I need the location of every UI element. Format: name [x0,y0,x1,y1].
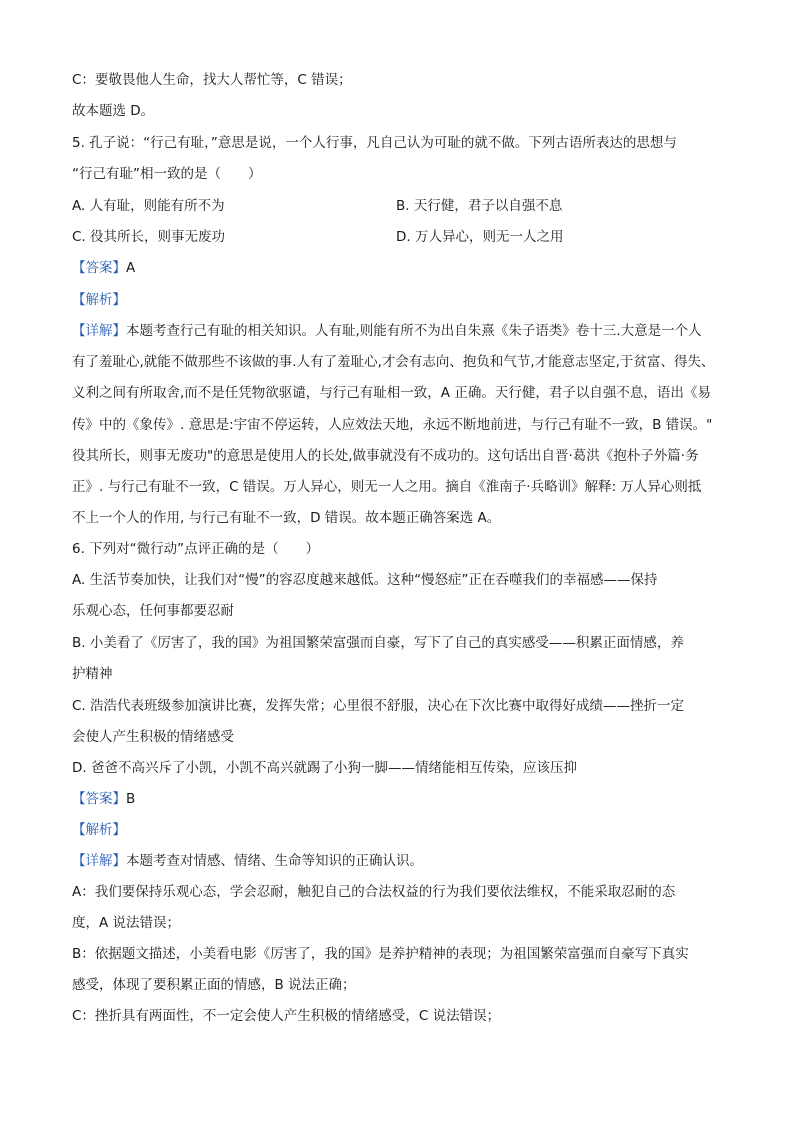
q6-option-a-cont: 乐观心态，任何事都要忍耐 [72,603,234,619]
q6-option-b-cont: 护精神 [72,666,113,682]
q6-detail-line: 感受，体现了要积累正面的情感，B 说法正确； [72,977,356,993]
answer-tag: 【答案】 [72,260,126,276]
q5-detail-line: 义利之间有所取舍,而不是任凭物欲驱谴，与行己有耻相一致，A 正确。天行健，君子以自强不息，语出《易 [72,385,711,401]
q6-option-a: A. 生活节奏加快，让我们对“慢”的容忍度越来越低。这种“慢怒症”正在吞噬我们的幸福感——保持 [72,572,658,588]
q6-detail-line: B：依据题文描述，小美看电影《厉害了，我的国》是养护精神的表现；为祖国繁荣富强而自豪写下真实 [72,946,689,962]
q5-detail-line [72,319,702,339]
q6-analysis-tag: 【解析】 [72,822,126,838]
q6-option-c: C. 浩浩代表班级参加演讲比赛，发挥失常；心里很不舒服，决心在下次比赛中取得好成绩——挫折一定 [72,698,685,714]
text-line: 故本题选 D。 [72,103,155,119]
q5-option-c: C. 役其所长，则事无废功 [72,229,226,245]
q5-detail-line: 有了羞耻心,就能不做那些不该做的事.人有了羞耻心,才会有志向、抱负和气节,才能意志坚定,于贫富、得失、 [72,354,715,370]
answer-value: B [126,791,136,807]
text-line: C：要敬畏他人生命，找大人帮忙等，C 错误； [72,72,352,88]
q6-detail-line [72,849,423,869]
q5-answer [72,256,135,276]
q6-answer [72,787,135,807]
question-5-stem-cont: “行己有耻”相一致的是（ ） [72,166,262,182]
q5-option-a: A. 人有耻，则能有所不为 [72,198,225,214]
q5-detail-line: 不上一个人的作用, 与行己有耻不一致，D 错误。故本题正确答案选 A。 [72,510,501,526]
q6-detail-line: 度，A 说法错误； [72,915,181,931]
q5-option-d: D. 万人异心，则无一人之用 [396,229,564,245]
question-6-stem: 6. 下列对“微行动”点评正确的是（ ） [72,541,320,557]
q6-option-d: D. 爸爸不高兴斥了小凯，小凯不高兴就踢了小狗一脚——情绪能相互传染，应该压抑 [72,760,577,776]
q6-detail-line: A：我们要保持乐观心态，学会忍耐，触犯自己的合法权益的行为我们要依法维权，不能采取忍耐的态 [72,884,676,900]
q6-option-b: B. 小美看了《厉害了，我的国》为祖国繁荣富强而自豪，写下了自己的真实感受——积累正面情感，养 [72,635,684,651]
question-5-stem: 5. 孔子说：“行己有耻，”意思是说，一个人行事，凡自己认为可耻的就不做。下列古语所表达的思想与 [72,135,677,151]
q5-detail-line: 传》中的《象传》. 意思是:宇宙不停运转，人应效法天地，永远不断地前进，与行己有耻不一致，B 错误。" [72,417,713,433]
q6-detail-line: C：挫折具有两面性，不一定会使人产生积极的情绪感受，C 说法错误； [72,1008,501,1024]
q5-option-b: B. 天行健，君子以自强不息 [396,198,563,214]
q5-detail-line: 役其所长，则事无废功"的意思是使用人的长处,做事就没有不成功的。这句话出自晋·葛洪《抱朴子外篇·务 [72,448,699,464]
detail-tag: 【详解】 [72,323,126,339]
answer-value: A [126,260,136,276]
detail-text: 本题考查对情感、情绪、生命等知识的正确认识。 [126,853,423,869]
detail-tag: 【详解】 [72,853,126,869]
detail-text: 本题考查行己有耻的相关知识。人有耻,则能有所不为出自朱熹《朱子语类》卷十三.大意是一个人 [126,323,702,339]
answer-tag: 【答案】 [72,791,126,807]
q5-analysis-tag: 【解析】 [72,292,126,308]
q5-detail-line: 正》. 与行己有耻不一致，C 错误。万人异心，则无一人之用。摘自《淮南子·兵略训》解释: 万人异心则抵 [72,479,702,495]
q6-option-c-cont: 会使人产生积极的情绪感受 [72,729,234,745]
